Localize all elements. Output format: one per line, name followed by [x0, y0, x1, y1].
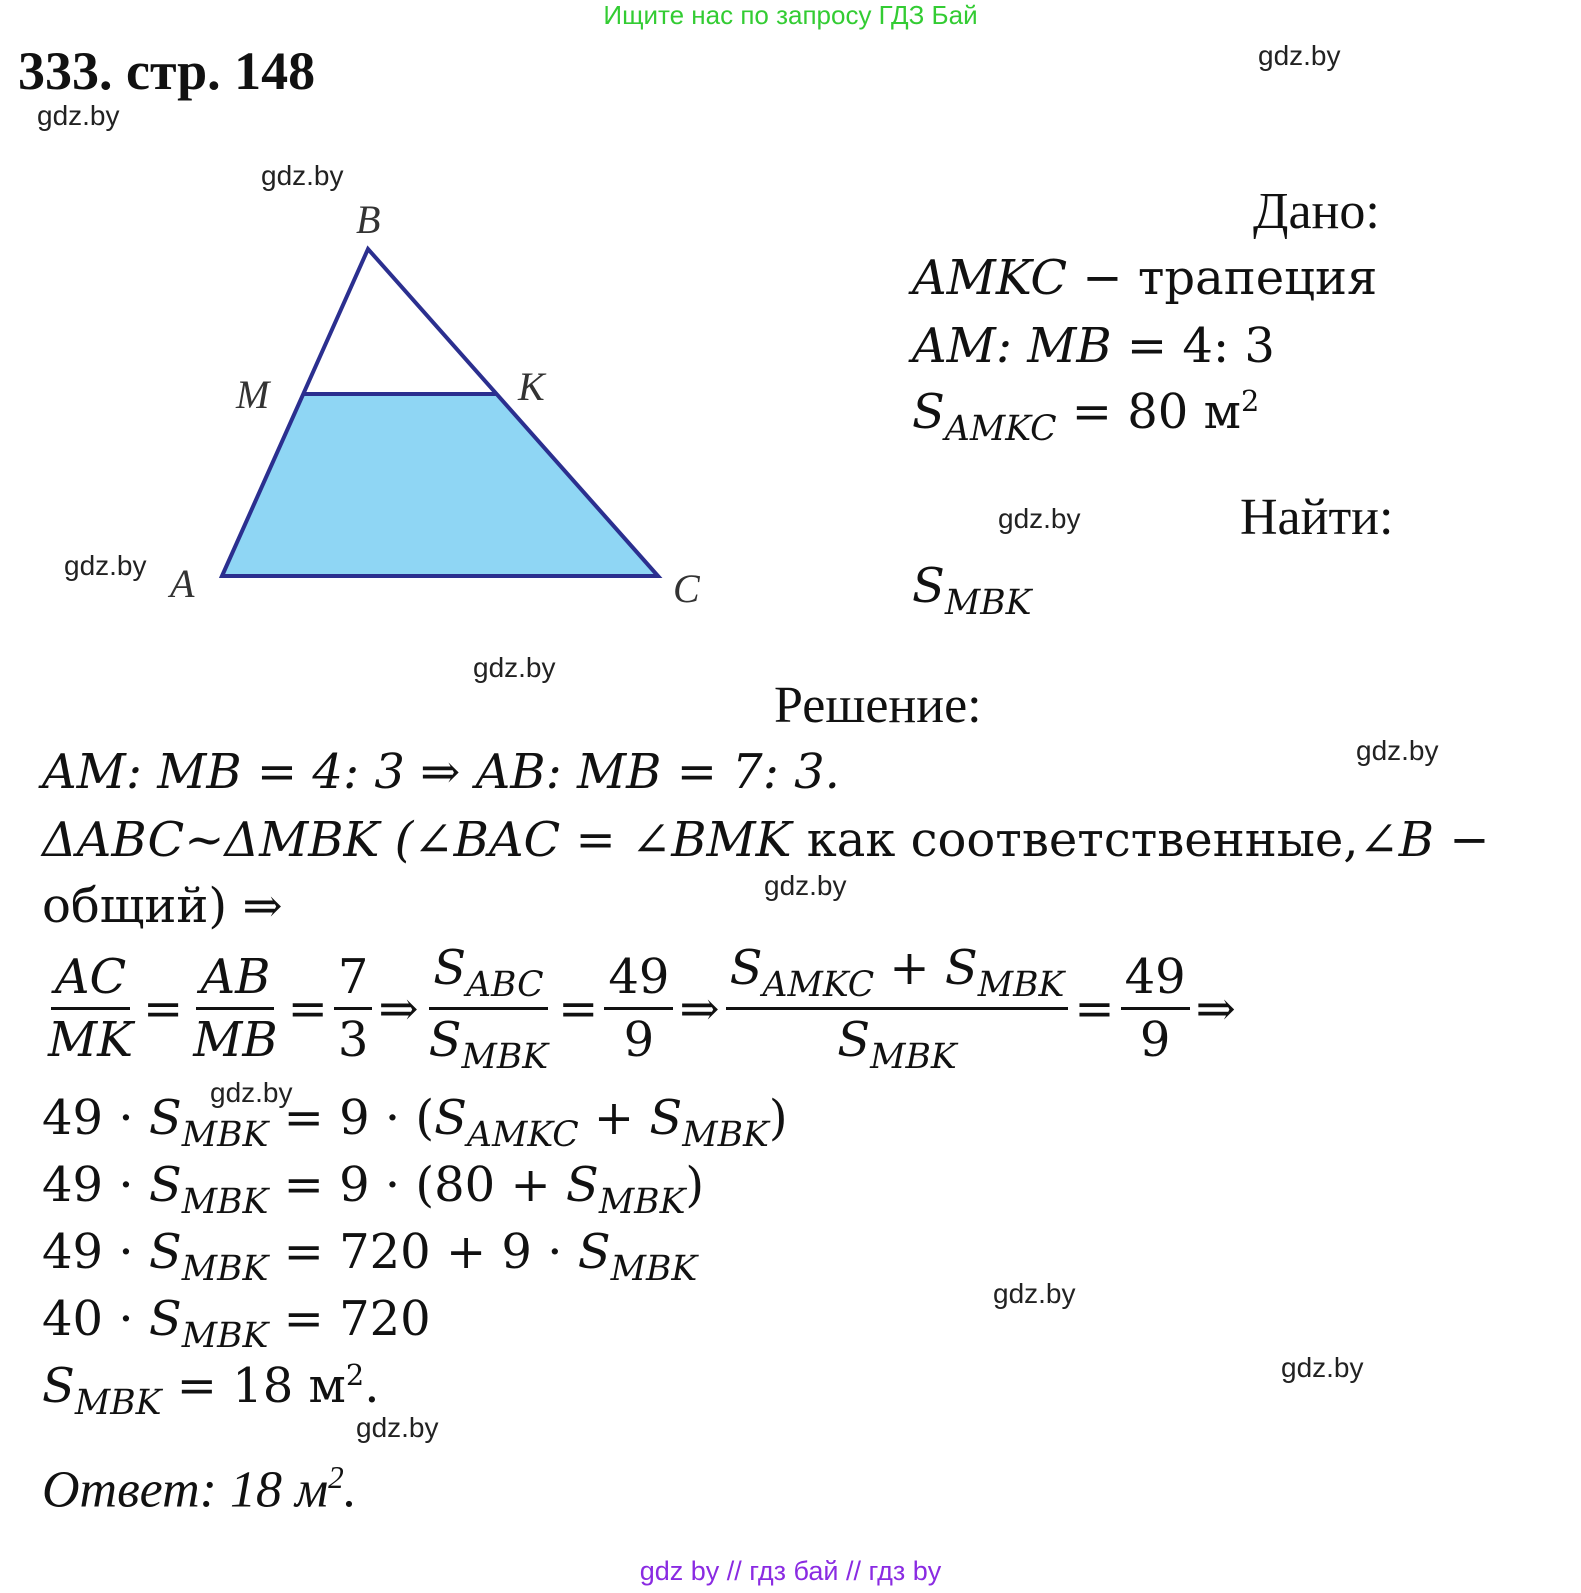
implies-sign: ⇒ — [378, 980, 419, 1037]
watermark: gdz.by — [356, 1412, 439, 1443]
area-subscript: MBK — [870, 1037, 957, 1078]
equals-sign: = — [287, 980, 328, 1037]
equation-text: ) — [685, 1157, 705, 1213]
equation-line-1 — [42, 1090, 788, 1155]
fraction-chain — [38, 940, 1236, 1077]
given-line-trapezoid — [912, 250, 1377, 306]
area-symbol: S — [148, 1157, 182, 1213]
equation-text: = 18 м — [161, 1358, 346, 1414]
fraction-numerator: 7 — [334, 949, 373, 1010]
equation-text: . — [364, 1358, 380, 1414]
vertex-label-m: M — [236, 372, 270, 417]
area-symbol: S — [434, 1090, 467, 1146]
vertex-label-k: K — [518, 364, 545, 409]
implies-sign: ⇒ — [1195, 980, 1236, 1037]
fraction-denominator — [425, 1010, 552, 1077]
step-similarity-math: ΔABC~ΔMBK (∠BAC = ∠BMK — [42, 812, 792, 868]
area-symbol: S — [148, 1224, 182, 1280]
watermark: gdz.by — [1281, 1352, 1364, 1383]
given-trapezoid-text: − трапеция — [1067, 250, 1378, 306]
solution-heading: Решение: — [774, 677, 982, 734]
solution-step-similarity — [42, 812, 1490, 868]
top-banner: Ищите нас по запросу ГДЗ Бай — [603, 0, 978, 30]
answer-period: . — [343, 1461, 357, 1519]
fraction-ab-mb — [189, 949, 281, 1068]
area-symbol: S — [729, 940, 763, 996]
given-line-area — [912, 384, 1259, 449]
area-subscript: MBK — [181, 1115, 269, 1156]
given-heading: Дано: — [1253, 183, 1380, 240]
watermark: gdz.by — [993, 1278, 1076, 1309]
area-subscript: MBK — [181, 1182, 269, 1223]
fraction-numerator: 49 — [1121, 949, 1190, 1010]
equation-line-2 — [42, 1157, 704, 1222]
triangle-figure — [150, 195, 730, 625]
implies-sign: ⇒ — [679, 980, 720, 1037]
equation-text: ) — [768, 1090, 788, 1146]
fraction-denominator: 9 — [623, 1012, 655, 1069]
given-area-value: = 80 м — [1056, 384, 1241, 440]
step-similarity-text: как соответственные, — [791, 812, 1359, 868]
equation-line-4 — [42, 1291, 431, 1356]
area-symbol: S — [433, 940, 467, 996]
vertex-label-c: C — [673, 566, 700, 611]
area-subscript: MBK — [977, 965, 1065, 1006]
trapezoid-amkc — [222, 394, 658, 576]
area-subscript: MBK — [682, 1115, 769, 1156]
area-symbol: S — [944, 940, 978, 996]
equals-sign: = — [558, 980, 599, 1037]
area-subscript: ABC — [466, 965, 544, 1006]
area-subscript: MBK — [181, 1316, 269, 1357]
watermark: gdz.by — [64, 550, 147, 581]
footer-links: gdz by // гдз бай // гдз by — [639, 1556, 942, 1586]
fraction-denominator: 3 — [337, 1012, 369, 1069]
watermark: gdz.by — [473, 652, 556, 683]
equation-text: = 720 — [268, 1291, 431, 1347]
fraction-49-9 — [1121, 949, 1190, 1068]
find-area-symbol: S — [912, 558, 945, 614]
equation-line-3 — [42, 1224, 697, 1289]
fraction-denominator — [833, 1010, 960, 1077]
area-symbol: S — [577, 1224, 611, 1280]
answer-text: Ответ: 18 м — [42, 1461, 329, 1519]
given-area-symbol: S — [912, 384, 945, 440]
equation-text: 49 · — [42, 1090, 149, 1146]
area-symbol: S — [649, 1090, 683, 1146]
watermark: gdz.by — [261, 160, 344, 191]
step-similarity-dash: − — [1434, 812, 1490, 868]
vertex-label-b: B — [356, 197, 381, 242]
fraction-denominator: MB — [193, 1012, 278, 1069]
watermark: gdz.by — [764, 870, 847, 901]
equation-text: = 9 · ( — [268, 1090, 435, 1146]
given-area-subscript: AMKC — [944, 409, 1057, 450]
fraction-numerator: AB — [196, 949, 274, 1010]
equation-text: 49 · — [42, 1157, 149, 1213]
fraction-ac-mk — [44, 949, 137, 1068]
fraction-sum-area — [726, 940, 1069, 1077]
area-symbol: S — [428, 1012, 462, 1069]
fraction-numerator — [726, 940, 1069, 1010]
equation-text: 40 · — [42, 1291, 149, 1347]
area-symbol: S — [837, 1012, 871, 1069]
area-subscript: AMKC — [762, 965, 875, 1006]
area-subscript: AMKC — [467, 1115, 579, 1156]
area-subscript: MBK — [598, 1182, 686, 1223]
equation-line-5 — [42, 1358, 379, 1423]
fraction-numerator: AC — [51, 949, 130, 1010]
vertex-label-a: A — [170, 561, 195, 606]
area-subscript: MBK — [74, 1383, 162, 1424]
equation-text: + — [578, 1090, 650, 1146]
given-trapezoid-name: AMKC — [912, 250, 1068, 306]
area-subscript: MBK — [461, 1037, 549, 1078]
solution-step-ratio — [42, 744, 840, 800]
find-heading: Найти: — [1240, 489, 1394, 546]
area-symbol: S — [148, 1090, 182, 1146]
area-symbol: S — [565, 1157, 599, 1213]
equation-text: = 720 + 9 · — [268, 1224, 578, 1280]
fraction-numerator: 49 — [604, 949, 673, 1010]
equation-text: = 9 · (80 + — [268, 1157, 566, 1213]
watermark: gdz.by — [998, 503, 1081, 534]
plus-sign: + — [874, 940, 945, 996]
solution-step-common: общий) ⇒ — [42, 878, 283, 934]
watermark: gdz.by — [1258, 40, 1341, 71]
equals-sign: = — [143, 980, 184, 1037]
watermark: gdz.by — [1356, 735, 1439, 766]
given-ratio-segments: AM: MB — [912, 318, 1112, 374]
find-area-subscript: MBK — [944, 583, 1032, 624]
equals-sign: = — [1074, 980, 1115, 1037]
fraction-area-ratio — [425, 940, 552, 1077]
watermark: gdz.by — [210, 1077, 293, 1108]
step-similarity-angle: ∠B — [1358, 812, 1435, 868]
exponent: 2 — [345, 1358, 365, 1392]
find-target — [912, 558, 1031, 623]
page-title: 333. стр. 148 — [18, 41, 316, 101]
given-area-exponent: 2 — [1240, 384, 1260, 418]
area-symbol: S — [42, 1358, 75, 1414]
fraction-7-3 — [334, 949, 373, 1068]
given-ratio-value: = 4: 3 — [1111, 318, 1275, 374]
equation-text: 49 · — [42, 1224, 149, 1280]
fraction-49-9 — [604, 949, 673, 1068]
area-subscript: MBK — [181, 1249, 269, 1290]
step-ratio-text: AM: MB = 4: 3 ⇒ AB: MB = 7: 3. — [42, 744, 840, 800]
answer — [42, 1460, 357, 1519]
area-subscript: MBK — [610, 1249, 698, 1290]
watermark: gdz.by — [37, 100, 120, 131]
answer-exponent: 2 — [328, 1460, 344, 1495]
fraction-denominator: 9 — [1139, 1012, 1171, 1069]
given-line-ratio — [912, 318, 1275, 374]
area-symbol: S — [148, 1291, 182, 1347]
fraction-numerator — [429, 940, 547, 1010]
fraction-denominator: MK — [48, 1012, 134, 1069]
